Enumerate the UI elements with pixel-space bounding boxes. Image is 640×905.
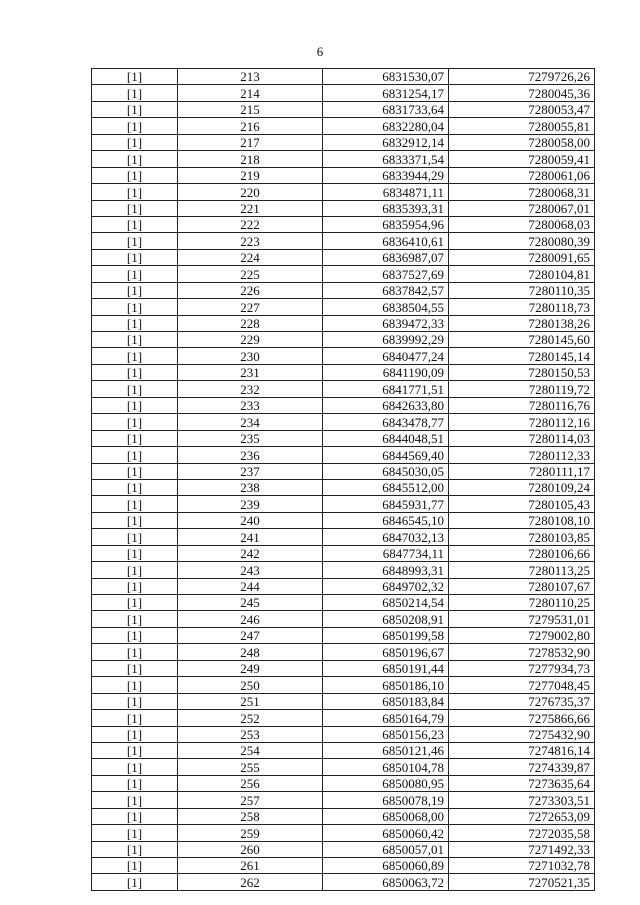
point-number-cell: 224 [178,249,323,265]
reference-cell: [1] [92,430,178,446]
x-coordinate-cell: 6831254,17 [323,85,449,101]
reference-cell: [1] [92,529,178,545]
reference-cell: [1] [92,266,178,282]
y-coordinate-cell: 7280068,03 [449,216,595,232]
point-number-cell: 216 [178,118,323,134]
y-coordinate-cell: 7277048,45 [449,677,595,693]
reference-cell: [1] [92,644,178,660]
table-row [92,414,595,430]
point-number-cell: 225 [178,266,323,282]
x-coordinate-cell: 6833944,29 [323,167,449,183]
table-row [92,512,595,528]
x-coordinate-cell: 6837527,69 [323,266,449,282]
reference-cell: [1] [92,726,178,742]
x-coordinate-cell: 6841771,51 [323,381,449,397]
reference-cell: [1] [92,545,178,561]
table-row [92,825,595,841]
x-coordinate-cell: 6850060,89 [323,858,449,874]
reference-cell: [1] [92,825,178,841]
coordinates-table-body [92,69,595,891]
y-coordinate-cell: 7275866,66 [449,710,595,726]
point-number-cell: 214 [178,85,323,101]
point-number-cell: 227 [178,299,323,315]
y-coordinate-cell: 7280110,35 [449,282,595,298]
y-coordinate-cell: 7280055,81 [449,118,595,134]
reference-cell: [1] [92,118,178,134]
x-coordinate-cell: 6850183,84 [323,693,449,709]
x-coordinate-cell: 6850104,78 [323,759,449,775]
point-number-cell: 228 [178,315,323,331]
reference-cell: [1] [92,184,178,200]
reference-cell: [1] [92,134,178,150]
table-row [92,69,595,85]
x-coordinate-cell: 6842633,80 [323,397,449,413]
reference-cell: [1] [92,249,178,265]
reference-cell: [1] [92,216,178,232]
x-coordinate-cell: 6850156,23 [323,726,449,742]
y-coordinate-cell: 7280105,43 [449,496,595,512]
point-number-cell: 252 [178,710,323,726]
y-coordinate-cell: 7280068,31 [449,184,595,200]
point-number-cell: 234 [178,414,323,430]
point-number-cell: 245 [178,595,323,611]
point-number-cell: 243 [178,562,323,578]
point-number-cell: 247 [178,627,323,643]
x-coordinate-cell: 6831733,64 [323,101,449,117]
reference-cell: [1] [92,299,178,315]
y-coordinate-cell: 7280150,53 [449,364,595,380]
table-row [92,479,595,495]
table-row [92,874,595,890]
table-row [92,430,595,446]
table-row [92,578,595,594]
table-row [92,463,595,479]
x-coordinate-cell: 6843478,77 [323,414,449,430]
table-row [92,808,595,824]
y-coordinate-cell: 7280110,25 [449,595,595,611]
point-number-cell: 235 [178,430,323,446]
point-number-cell: 218 [178,151,323,167]
point-number-cell: 219 [178,167,323,183]
reference-cell: [1] [92,364,178,380]
x-coordinate-cell: 6850121,46 [323,742,449,758]
y-coordinate-cell: 7273635,64 [449,775,595,791]
point-number-cell: 255 [178,759,323,775]
x-coordinate-cell: 6840477,24 [323,348,449,364]
reference-cell: [1] [92,693,178,709]
table-row [92,611,595,627]
reference-cell: [1] [92,595,178,611]
table-row [92,742,595,758]
y-coordinate-cell: 7277934,73 [449,660,595,676]
table-row [92,348,595,364]
reference-cell: [1] [92,496,178,512]
table-row [92,545,595,561]
x-coordinate-cell: 6836410,61 [323,233,449,249]
y-coordinate-cell: 7280138,26 [449,315,595,331]
y-coordinate-cell: 7280118,73 [449,299,595,315]
reference-cell: [1] [92,841,178,857]
table-row [92,858,595,874]
x-coordinate-cell: 6832280,04 [323,118,449,134]
point-number-cell: 261 [178,858,323,874]
point-number-cell: 244 [178,578,323,594]
y-coordinate-cell: 7271492,33 [449,841,595,857]
y-coordinate-cell: 7279531,01 [449,611,595,627]
y-coordinate-cell: 7280104,81 [449,266,595,282]
point-number-cell: 256 [178,775,323,791]
x-coordinate-cell: 6850060,42 [323,825,449,841]
point-number-cell: 250 [178,677,323,693]
table-row [92,134,595,150]
point-number-cell: 233 [178,397,323,413]
reference-cell: [1] [92,775,178,791]
y-coordinate-cell: 7280091,65 [449,249,595,265]
point-number-cell: 249 [178,660,323,676]
point-number-cell: 217 [178,134,323,150]
x-coordinate-cell: 6847734,11 [323,545,449,561]
table-row [92,397,595,413]
x-coordinate-cell: 6844569,40 [323,447,449,463]
reference-cell: [1] [92,381,178,397]
y-coordinate-cell: 7272653,09 [449,808,595,824]
x-coordinate-cell: 6849702,32 [323,578,449,594]
reference-cell: [1] [92,858,178,874]
table-row [92,266,595,282]
reference-cell: [1] [92,792,178,808]
x-coordinate-cell: 6835954,96 [323,216,449,232]
x-coordinate-cell: 6838504,55 [323,299,449,315]
table-row [92,233,595,249]
reference-cell: [1] [92,348,178,364]
reference-cell: [1] [92,562,178,578]
y-coordinate-cell: 7280112,16 [449,414,595,430]
table-row [92,693,595,709]
reference-cell: [1] [92,463,178,479]
point-number-cell: 230 [178,348,323,364]
x-coordinate-cell: 6839472,33 [323,315,449,331]
x-coordinate-cell: 6850078,19 [323,792,449,808]
x-coordinate-cell: 6831530,07 [323,69,449,85]
point-number-cell: 220 [178,184,323,200]
table-row [92,101,595,117]
table-row [92,282,595,298]
y-coordinate-cell: 7279726,26 [449,69,595,85]
table-row [92,595,595,611]
point-number-cell: 254 [178,742,323,758]
table-row [92,151,595,167]
reference-cell: [1] [92,151,178,167]
point-number-cell: 223 [178,233,323,249]
x-coordinate-cell: 6850063,72 [323,874,449,890]
x-coordinate-cell: 6833371,54 [323,151,449,167]
y-coordinate-cell: 7271032,78 [449,858,595,874]
x-coordinate-cell: 6850199,58 [323,627,449,643]
table-row [92,332,595,348]
table-row [92,562,595,578]
y-coordinate-cell: 7280107,67 [449,578,595,594]
reference-cell: [1] [92,578,178,594]
y-coordinate-cell: 7280045,36 [449,85,595,101]
point-number-cell: 241 [178,529,323,545]
x-coordinate-cell: 6845931,77 [323,496,449,512]
y-coordinate-cell: 7280061,06 [449,167,595,183]
table-row [92,299,595,315]
reference-cell: [1] [92,397,178,413]
table-row [92,381,595,397]
reference-cell: [1] [92,447,178,463]
table-row [92,677,595,693]
page-number: 6 [316,44,324,59]
reference-cell: [1] [92,414,178,430]
reference-cell: [1] [92,479,178,495]
reference-cell: [1] [92,627,178,643]
reference-cell: [1] [92,660,178,676]
table-row [92,627,595,643]
y-coordinate-cell: 7280119,72 [449,381,595,397]
y-coordinate-cell: 7270521,35 [449,874,595,890]
coordinates-table [91,68,595,891]
y-coordinate-cell: 7280080,39 [449,233,595,249]
x-coordinate-cell: 6850186,10 [323,677,449,693]
x-coordinate-cell: 6835393,31 [323,200,449,216]
point-number-cell: 238 [178,479,323,495]
x-coordinate-cell: 6837842,57 [323,282,449,298]
y-coordinate-cell: 7280058,00 [449,134,595,150]
table-row [92,644,595,660]
y-coordinate-cell: 7274339,87 [449,759,595,775]
x-coordinate-cell: 6836987,07 [323,249,449,265]
y-coordinate-cell: 7274816,14 [449,742,595,758]
x-coordinate-cell: 6850164,79 [323,710,449,726]
reference-cell: [1] [92,233,178,249]
x-coordinate-cell: 6848993,31 [323,562,449,578]
point-number-cell: 257 [178,792,323,808]
x-coordinate-cell: 6850080,95 [323,775,449,791]
reference-cell: [1] [92,85,178,101]
reference-cell: [1] [92,759,178,775]
reference-cell: [1] [92,101,178,117]
x-coordinate-cell: 6845030,05 [323,463,449,479]
table-row [92,792,595,808]
y-coordinate-cell: 7280116,76 [449,397,595,413]
table-row [92,775,595,791]
x-coordinate-cell: 6844048,51 [323,430,449,446]
y-coordinate-cell: 7272035,58 [449,825,595,841]
y-coordinate-cell: 7273303,51 [449,792,595,808]
table-row [92,726,595,742]
point-number-cell: 232 [178,381,323,397]
reference-cell: [1] [92,874,178,890]
y-coordinate-cell: 7280103,85 [449,529,595,545]
reference-cell: [1] [92,282,178,298]
y-coordinate-cell: 7280112,33 [449,447,595,463]
y-coordinate-cell: 7280145,60 [449,332,595,348]
x-coordinate-cell: 6847032,13 [323,529,449,545]
x-coordinate-cell: 6850068,00 [323,808,449,824]
reference-cell: [1] [92,808,178,824]
y-coordinate-cell: 7275432,90 [449,726,595,742]
point-number-cell: 251 [178,693,323,709]
point-number-cell: 221 [178,200,323,216]
table-row [92,249,595,265]
y-coordinate-cell: 7280145,14 [449,348,595,364]
y-coordinate-cell: 7280053,47 [449,101,595,117]
x-coordinate-cell: 6850214,54 [323,595,449,611]
point-number-cell: 231 [178,364,323,380]
reference-cell: [1] [92,742,178,758]
reference-cell: [1] [92,167,178,183]
y-coordinate-cell: 7280106,66 [449,545,595,561]
point-number-cell: 242 [178,545,323,561]
table-row [92,216,595,232]
table-row [92,759,595,775]
point-number-cell: 226 [178,282,323,298]
y-coordinate-cell: 7280111,17 [449,463,595,479]
reference-cell: [1] [92,200,178,216]
point-number-cell: 246 [178,611,323,627]
point-number-cell: 239 [178,496,323,512]
point-number-cell: 240 [178,512,323,528]
table-row [92,85,595,101]
x-coordinate-cell: 6834871,11 [323,184,449,200]
y-coordinate-cell: 7279002,80 [449,627,595,643]
y-coordinate-cell: 7280114,03 [449,430,595,446]
reference-cell: [1] [92,315,178,331]
reference-cell: [1] [92,710,178,726]
x-coordinate-cell: 6839992,29 [323,332,449,348]
table-row [92,496,595,512]
point-number-cell: 213 [178,69,323,85]
x-coordinate-cell: 6850208,91 [323,611,449,627]
point-number-cell: 259 [178,825,323,841]
point-number-cell: 222 [178,216,323,232]
point-number-cell: 215 [178,101,323,117]
point-number-cell: 248 [178,644,323,660]
y-coordinate-cell: 7280113,25 [449,562,595,578]
y-coordinate-cell: 7280109,24 [449,479,595,495]
point-number-cell: 260 [178,841,323,857]
x-coordinate-cell: 6850191,44 [323,660,449,676]
table-row [92,167,595,183]
reference-cell: [1] [92,512,178,528]
y-coordinate-cell: 7280059,41 [449,151,595,167]
table-row [92,660,595,676]
point-number-cell: 229 [178,332,323,348]
point-number-cell: 258 [178,808,323,824]
reference-cell: [1] [92,332,178,348]
x-coordinate-cell: 6846545,10 [323,512,449,528]
table-row [92,184,595,200]
x-coordinate-cell: 6841190,09 [323,364,449,380]
x-coordinate-cell: 6850196,67 [323,644,449,660]
x-coordinate-cell: 6850057,01 [323,841,449,857]
reference-cell: [1] [92,69,178,85]
table-row [92,364,595,380]
y-coordinate-cell: 7280108,10 [449,512,595,528]
point-number-cell: 237 [178,463,323,479]
x-coordinate-cell: 6845512,00 [323,479,449,495]
y-coordinate-cell: 7280067,01 [449,200,595,216]
point-number-cell: 253 [178,726,323,742]
table-row [92,118,595,134]
table-row [92,710,595,726]
table-row [92,447,595,463]
point-number-cell: 262 [178,874,323,890]
reference-cell: [1] [92,677,178,693]
point-number-cell: 236 [178,447,323,463]
table-row [92,200,595,216]
table-row [92,529,595,545]
y-coordinate-cell: 7278532,90 [449,644,595,660]
y-coordinate-cell: 7276735,37 [449,693,595,709]
x-coordinate-cell: 6832912,14 [323,134,449,150]
reference-cell: [1] [92,611,178,627]
table-row [92,841,595,857]
table-row [92,315,595,331]
